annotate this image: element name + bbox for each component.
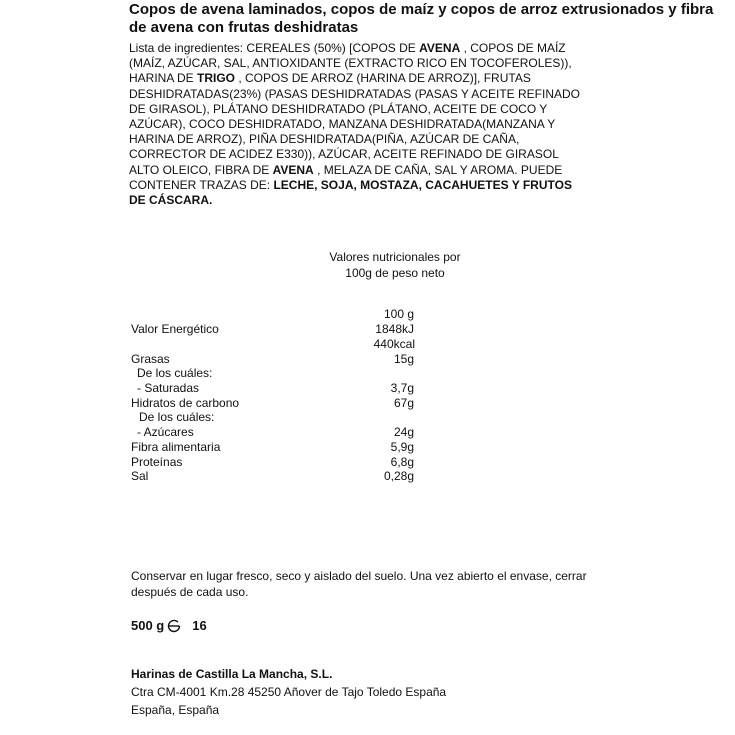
nutrition-label: De los cuáles: [137,366,213,380]
company-name: Harinas de Castilla La Mancha, S.L. [131,667,333,681]
product-title: Copos de avena laminados, copos de maíz y copos de arroz extrusionados y fibra de avena con frutas deshidratas [129,1,714,36]
net-weight-value: 500 g [131,618,165,633]
nutrition-value: 15g [393,352,414,366]
nutrition-label: - Azúcares [137,425,194,439]
allergen-traces: LECHE, SOJA, MOSTAZA, CACAHUETES Y FRUTOS DE CÁSCARA. [129,177,572,208]
nutrition-heading [290,249,500,281]
ingredients-part: Lista de ingredientes: CEREALES (50%) [COPOS DE [129,41,420,55]
ingredients-part: , COPOS DE ARROZ (HARINA DE ARROZ)], FRUTAS DESHIDRATADAS(23%) (PASAS DESHIDRATADAS (PASAS Y ACEITE REFINADO DE GIRASOL), PLÁTANO DESHIDRATADO (PLÁTANO, ACEITE DE COCO Y AZÚCAR), COCO DESHIDRATADO, MANZANA DESHIDRATADA(MANZANA Y HARINA DE ARROZ), PIÑA DESHIDRATADA(PIÑA, AZÚCAR DE CAÑA, CORRECTOR DE ACIDEZ E330)), AZÚCAR, ACEITE REFINADO DE GIRASOL ALTO OLEICO, FIBRA DE [129,71,580,177]
ingredients-part: , COPOS DE MAÍZ (MAÍZ, AZÚCAR, SAL, ANTIOXIDANTE (EXTRACTO RICO EN TOCOFEROLES)), HARINA DE [129,41,572,86]
nutrition-label: Hidratos de carbono [131,396,240,410]
nutrition-label: Proteínas [131,455,183,469]
ingredients-list [129,41,584,208]
nutrition-label: Valor Energético [131,322,219,336]
nutrition-label: - Saturadas [137,381,200,395]
nutrition-value: 5,9g [390,440,414,454]
estimate-sign-icon [167,619,181,633]
nutrition-label: Fibra alimentaria [131,440,221,454]
nutrition-label: Grasas [131,352,170,366]
nutrition-heading-line2: 100g de peso neto [345,266,445,280]
nutrition-value: 67g [393,396,414,410]
nutrition-heading-line1: Valores nutricionales por [329,250,461,264]
nutrition-label: De los cuáles: [139,410,215,424]
nutrition-value: 24g [393,425,414,439]
servings-count: 16 [192,618,207,633]
ingredients-part: , MELAZA DE CAÑA, SAL Y AROMA. PUEDE CONTENER TRAZAS DE: [129,162,563,192]
nutrition-column-header: 100 g [383,307,414,321]
company-address: Ctra CM-4001 Km.28 45250 Añover de Tajo Toledo España [131,685,447,699]
storage-instructions: Conservar en lugar fresco, seco y aislado del suelo. Una vez abierto el envase, cerrar después de cada uso. [131,569,587,599]
nutrition-label: Sal [131,469,149,483]
nutrition-value: 0,28g [383,469,414,483]
company-info [131,665,446,719]
nutrition-value: 6,8g [390,455,414,469]
allergen-avena: AVENA [272,162,314,177]
nutrition-value: 3,7g [390,381,414,395]
allergen-trigo: TRIGO [197,71,236,86]
company-country: España, España [131,703,220,717]
net-weight [131,618,207,633]
allergen-avena: AVENA [419,41,461,55]
nutrition-value: 440kcal [373,337,415,351]
nutrition-value: 1848kJ [375,322,414,336]
